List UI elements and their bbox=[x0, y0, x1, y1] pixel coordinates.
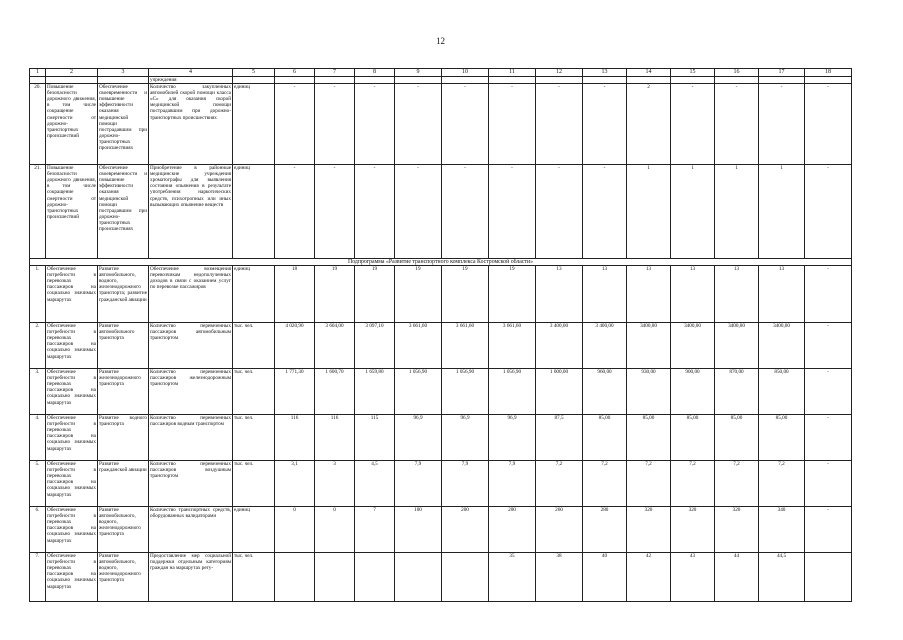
column-number: 14 bbox=[627, 69, 671, 77]
value-cell: - bbox=[275, 84, 315, 165]
unit-cell: тыс. чел. bbox=[233, 415, 275, 461]
carry-over-text: учреждения bbox=[149, 77, 233, 84]
value-cell: 4,5 bbox=[355, 461, 395, 507]
value-cell: 3 604,00 bbox=[315, 323, 355, 369]
unit-cell: единиц bbox=[233, 165, 275, 259]
column-number: 2 bbox=[46, 69, 98, 77]
value-cell: 40 bbox=[583, 553, 627, 602]
value-cell: - bbox=[315, 84, 355, 165]
value-cell: 1 056,90 bbox=[395, 369, 442, 415]
value-cell: 19 bbox=[315, 266, 355, 323]
value-cell: - bbox=[583, 84, 627, 165]
column-number: 4 bbox=[149, 69, 233, 77]
unit-cell: единиц bbox=[233, 266, 275, 323]
carry-over-row bbox=[30, 77, 852, 84]
value-cell bbox=[275, 553, 315, 602]
value-cell: 200 bbox=[442, 507, 489, 553]
value-cell: - bbox=[275, 165, 315, 259]
value-cell: 13 bbox=[536, 266, 583, 323]
value-cell: 7,2 bbox=[671, 461, 715, 507]
column-number: 13 bbox=[583, 69, 627, 77]
value-cell: 2 bbox=[627, 84, 671, 165]
value-cell: 1 bbox=[627, 165, 671, 259]
value-cell: 115 bbox=[355, 415, 395, 461]
value-cell: 3 661,60 bbox=[395, 323, 442, 369]
task-cell: Развитие гражданской авиации bbox=[98, 461, 149, 507]
value-cell: - bbox=[805, 266, 852, 323]
value-cell: - bbox=[395, 84, 442, 165]
value-cell: - bbox=[805, 165, 852, 259]
value-cell: 320 bbox=[715, 507, 759, 553]
row-number: 5. bbox=[30, 461, 46, 507]
value-cell: - bbox=[805, 323, 852, 369]
row-number: 1. bbox=[30, 266, 46, 323]
value-cell: 0 bbox=[315, 507, 355, 553]
value-cell: 7,2 bbox=[627, 461, 671, 507]
value-cell: 7,9 bbox=[395, 461, 442, 507]
indicator-cell: Количество перевезенных пассажиров водным транспортом bbox=[149, 415, 233, 461]
column-number: 6 bbox=[275, 69, 315, 77]
value-cell: 85,00 bbox=[671, 415, 715, 461]
indicator-cell: Обеспечение возмещения перевозчикам недополученных доходов в связи с оказанием услуг по перевозке пассажиров bbox=[149, 266, 233, 323]
indicator-cell: Приобретение в районные медицинские учреждения хроматографы для выявления состояния опьянения в результате употребления наркотических средств, психотропных или иных вызывающих опьянение веществ bbox=[149, 165, 233, 259]
row-number: 3. bbox=[30, 369, 46, 415]
value-cell: 13 bbox=[627, 266, 671, 323]
unit-cell: тыс. чел. bbox=[233, 323, 275, 369]
value-cell: 7,2 bbox=[536, 461, 583, 507]
goal-cell: Обеспечение потребности в перевозках пассажиров на социально значимых маршрутах bbox=[46, 507, 98, 553]
column-number: 16 bbox=[715, 69, 759, 77]
value-cell: 7,9 bbox=[489, 461, 536, 507]
indicator-cell: Количество перевезенных пассажиров автомобильным транспортом bbox=[149, 323, 233, 369]
value-cell: - bbox=[536, 84, 583, 165]
value-cell: 3400,00 bbox=[715, 323, 759, 369]
value-cell: - bbox=[442, 165, 489, 259]
column-number: 7 bbox=[315, 69, 355, 77]
table-row bbox=[30, 165, 852, 259]
value-cell: - bbox=[395, 165, 442, 259]
value-cell: 42 bbox=[627, 553, 671, 602]
value-cell: 3 097,10 bbox=[355, 323, 395, 369]
value-cell: 320 bbox=[671, 507, 715, 553]
goal-cell: Повышение безопасности дорожного движения, в том числе сокращение смертности от дорожно-транспортных происшествий bbox=[46, 165, 98, 259]
value-cell: - bbox=[583, 165, 627, 259]
column-number: 11 bbox=[489, 69, 536, 77]
value-cell: 3400,00 bbox=[671, 323, 715, 369]
value-cell: 19 bbox=[395, 266, 442, 323]
goal-cell: Обеспечение потребности в перевозках пассажиров на социально значимых маршрутах bbox=[46, 415, 98, 461]
value-cell: 200 bbox=[489, 507, 536, 553]
column-number: 10 bbox=[442, 69, 489, 77]
value-cell: 340 bbox=[759, 507, 805, 553]
value-cell: - bbox=[355, 84, 395, 165]
row-number: 7. bbox=[30, 553, 46, 602]
column-number: 17 bbox=[759, 69, 805, 77]
value-cell: 96,9 bbox=[442, 415, 489, 461]
unit-cell: тыс. чел. bbox=[233, 553, 275, 602]
table-row bbox=[30, 507, 852, 553]
value-cell: 116 bbox=[315, 415, 355, 461]
value-cell: 320 bbox=[627, 507, 671, 553]
table-row bbox=[30, 461, 852, 507]
unit-cell: единиц bbox=[233, 507, 275, 553]
value-cell: 260 bbox=[536, 507, 583, 553]
value-cell: 1 659,80 bbox=[355, 369, 395, 415]
value-cell: - bbox=[355, 165, 395, 259]
value-cell: 85,00 bbox=[715, 415, 759, 461]
indicator-cell: Количество перевезенных пассажиров железнодорожным транспортом bbox=[149, 369, 233, 415]
subprogram-row bbox=[30, 259, 852, 266]
value-cell: 35 bbox=[489, 553, 536, 602]
value-cell: 1 056,90 bbox=[442, 369, 489, 415]
indicator-cell: Предоставление мер социальной поддержки отдельным категориям граждан на маршрутах регу- bbox=[149, 553, 233, 602]
value-cell: 1 bbox=[759, 165, 805, 259]
value-cell: 900,00 bbox=[671, 369, 715, 415]
value-cell: 7,9 bbox=[442, 461, 489, 507]
value-cell: 7,2 bbox=[759, 461, 805, 507]
row-number: 4. bbox=[30, 415, 46, 461]
value-cell: - bbox=[536, 165, 583, 259]
value-cell: 13 bbox=[759, 266, 805, 323]
value-cell bbox=[805, 553, 852, 602]
indicator-cell: Количество транспортных средств, оборудованных валидаторами bbox=[149, 507, 233, 553]
task-cell: Развитие железнодорожного транспорта bbox=[98, 369, 149, 415]
goal-cell: Обеспечение потребности в перевозках пассажиров на социально значимых маршрутах bbox=[46, 266, 98, 323]
value-cell: 1 600,70 bbox=[315, 369, 355, 415]
subprogram-title: Подпрограмма «Развитие транспортного комплекса Костромской области» bbox=[30, 259, 852, 266]
column-number: 1 bbox=[30, 69, 46, 77]
value-cell bbox=[355, 553, 395, 602]
value-cell: 0 bbox=[275, 507, 315, 553]
table-row bbox=[30, 266, 852, 323]
value-cell: 850,00 bbox=[759, 369, 805, 415]
value-cell: 19 bbox=[442, 266, 489, 323]
value-cell: 3400,00 bbox=[627, 323, 671, 369]
value-cell: 4 020,90 bbox=[275, 323, 315, 369]
unit-cell: единиц bbox=[233, 84, 275, 165]
table-row bbox=[30, 415, 852, 461]
value-cell: 1 000,00 bbox=[536, 369, 583, 415]
unit-cell: тыс. чел. bbox=[233, 461, 275, 507]
goal-cell: Повышение безопасности дорожного движения, в том числе сокращение смертности от дорожно-транспортных происшествий bbox=[46, 84, 98, 165]
indicator-cell: Количество перевезенных пассажиров воздушным транспортом bbox=[149, 461, 233, 507]
value-cell: - bbox=[805, 507, 852, 553]
row-number: 2. bbox=[30, 323, 46, 369]
value-cell: - bbox=[805, 369, 852, 415]
task-cell: Развитие водного транспорта bbox=[98, 415, 149, 461]
value-cell bbox=[395, 553, 442, 602]
column-number: 8 bbox=[355, 69, 395, 77]
value-cell: 960,00 bbox=[583, 369, 627, 415]
goal-cell: Обеспечение потребности в перевозках пассажиров на социально значимых маршрутах bbox=[46, 369, 98, 415]
table-row bbox=[30, 84, 852, 165]
value-cell: 7,2 bbox=[715, 461, 759, 507]
value-cell: - bbox=[442, 84, 489, 165]
value-cell: 18 bbox=[275, 266, 315, 323]
value-cell: 43 bbox=[671, 553, 715, 602]
table-row bbox=[30, 369, 852, 415]
task-cell: Развитие автомобильного транспорта bbox=[98, 323, 149, 369]
column-number: 12 bbox=[536, 69, 583, 77]
value-cell: - bbox=[805, 461, 852, 507]
row-number: 21. bbox=[30, 165, 46, 259]
value-cell: 96,9 bbox=[395, 415, 442, 461]
value-cell: 3 bbox=[315, 461, 355, 507]
value-cell: 1 bbox=[671, 165, 715, 259]
goal-cell: Обеспечение потребности в перевозках пассажиров на социально значимых маршрутах bbox=[46, 323, 98, 369]
column-number-row bbox=[30, 69, 852, 77]
column-number: 9 bbox=[395, 69, 442, 77]
value-cell: - bbox=[671, 84, 715, 165]
task-cell: Обеспечение своевременности и повышение эффективности оказания медицинской помощи пострадавшим при дорожно-транспортных происшествиях bbox=[98, 84, 149, 165]
value-cell: 280 bbox=[583, 507, 627, 553]
goal-cell: Обеспечение потребности в перевозках пассажиров на социально значимых маршрутах bbox=[46, 461, 98, 507]
column-number: 18 bbox=[805, 69, 852, 77]
value-cell: 7,2 bbox=[583, 461, 627, 507]
row-number: 6. bbox=[30, 507, 46, 553]
value-cell: 13 bbox=[671, 266, 715, 323]
value-cell: - bbox=[805, 84, 852, 165]
column-number: 15 bbox=[671, 69, 715, 77]
value-cell: 19 bbox=[355, 266, 395, 323]
value-cell: 1 bbox=[715, 165, 759, 259]
value-cell: - bbox=[759, 84, 805, 165]
value-cell: 44 bbox=[715, 553, 759, 602]
value-cell: - bbox=[315, 165, 355, 259]
value-cell: 3 661,60 bbox=[442, 323, 489, 369]
value-cell: 7 bbox=[355, 507, 395, 553]
value-cell: - bbox=[489, 84, 536, 165]
value-cell: - bbox=[489, 165, 536, 259]
value-cell: 85,00 bbox=[627, 415, 671, 461]
value-cell: 13 bbox=[715, 266, 759, 323]
task-cell: Развитие автомобильного, водного, железнодорожного транспорта; развитие гражданской авиации bbox=[98, 266, 149, 323]
value-cell: 1 771,30 bbox=[275, 369, 315, 415]
value-cell: 96,9 bbox=[489, 415, 536, 461]
value-cell: 87,5 bbox=[536, 415, 583, 461]
value-cell: 13 bbox=[583, 266, 627, 323]
task-cell: Развитие автомобильного, водного, железнодорожного транспорта bbox=[98, 507, 149, 553]
value-cell: 930,00 bbox=[627, 369, 671, 415]
value-cell: 116 bbox=[275, 415, 315, 461]
value-cell bbox=[315, 553, 355, 602]
value-cell: - bbox=[715, 84, 759, 165]
value-cell: 85,00 bbox=[583, 415, 627, 461]
table-row bbox=[30, 553, 852, 602]
value-cell bbox=[442, 553, 489, 602]
goal-cell: Обеспечение потребности в перевозках пассажиров на социально значимых маршрутах bbox=[46, 553, 98, 602]
value-cell: 38 bbox=[536, 553, 583, 602]
value-cell: 3 400,00 bbox=[583, 323, 627, 369]
page-number: 12 bbox=[436, 36, 445, 46]
table-row bbox=[30, 323, 852, 369]
value-cell: 19 bbox=[489, 266, 536, 323]
column-number: 3 bbox=[98, 69, 149, 77]
value-cell: 870,00 bbox=[715, 369, 759, 415]
value-cell: 3 661,60 bbox=[489, 323, 536, 369]
indicators-table bbox=[29, 68, 852, 602]
value-cell: 100 bbox=[395, 507, 442, 553]
value-cell: - bbox=[805, 415, 852, 461]
row-number: 20. bbox=[30, 84, 46, 165]
value-cell: 44,5 bbox=[759, 553, 805, 602]
unit-cell: тыс. чел. bbox=[233, 369, 275, 415]
value-cell: 3400,00 bbox=[759, 323, 805, 369]
task-cell: Развитие автомобильного, водного, железнодорожного транспорта bbox=[98, 553, 149, 602]
value-cell: 1 056,90 bbox=[489, 369, 536, 415]
value-cell: 85,00 bbox=[759, 415, 805, 461]
value-cell: 3 400,00 bbox=[536, 323, 583, 369]
column-number: 5 bbox=[233, 69, 275, 77]
indicator-cell: Количество закупленных автомобилей скорой помощи класса «С» для оказания скорой медицинской помощи пострадавшим при дорожно-транспортных происшествиях bbox=[149, 84, 233, 165]
value-cell: 3,1 bbox=[275, 461, 315, 507]
task-cell: Обеспечение своевременности и повышение эффективности оказания медицинской помощи пострадавшим при дорожно-транспортных происшествиях bbox=[98, 165, 149, 259]
